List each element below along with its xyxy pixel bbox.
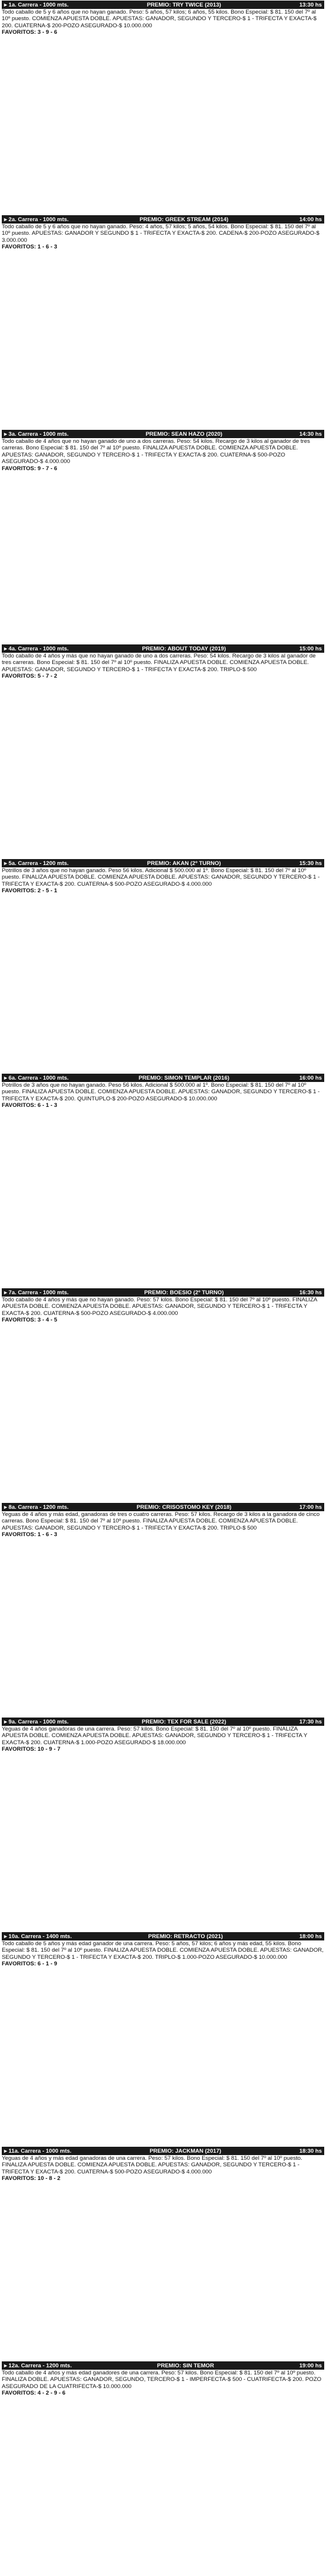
race-time: 19:00 hs — [299, 2362, 322, 2369]
race-section — [2, 1288, 324, 1503]
race-title: ▸ 2a. Carrera - 1000 mts. — [4, 216, 69, 223]
race-favorites: FAVORITOS: 2 - 5 - 1 — [2, 888, 57, 895]
race-time: 14:00 hs — [299, 216, 322, 223]
race-section — [2, 215, 324, 430]
race-title: ▸ 6a. Carrera - 1000 mts. — [4, 1074, 69, 1081]
race-title: ▸ 11a. Carrera - 1000 mts. — [4, 2147, 72, 2154]
race-favorites: FAVORITOS: 3 - 9 - 6 — [2, 29, 57, 36]
race-prize: PREMIO: SEAN HAZO (2020) — [145, 430, 223, 438]
race-conditions: Todo caballo de 4 años y más edad ganadores de una carrera. Peso: 57 kilos. Bono Especial: $ 81. 150 del 7º al 10º puesto. FINALIZA DOBLE. APUESTAS: GANADOR, SEGUNDO, TERCERO-$ 1 - IMPERFECTA-$ 500 - CUATRIFECTA-$ 200. POZO ASEGURADO DE LA CUATRIFECTA-$ 10.000.000 — [2, 2370, 322, 2390]
race-prize: PREMIO: RETRACTO (2021) — [148, 1933, 223, 1940]
race-section — [2, 430, 324, 644]
race-prize: PREMIO: BOESIO (2º TURNO) — [144, 1289, 224, 1296]
race-favorites: FAVORITOS: 6 - 1 - 9 — [2, 1961, 57, 1968]
race-conditions: Yeguas de 4 años y más edad ganadoras de una carrera. Peso: 57 kilos. Bono Especial: $ 81. 150 del 7º al 10º puesto. FINALIZA APUESTA DOBLE. COMIENZA APUESTA DOBLE. APUESTAS: GANADOR, SEGUNDO Y TERCERO-$ 1 - TRIFECTA Y EXACTA-$ 200. CUATERNA-$ 500-POZO ASEGURADO-$ 4.000.000 — [2, 2155, 302, 2175]
race-conditions: Todo caballo de 5 y 6 años que no hayan ganado. Peso: 5 años, 57 kilos; 6 años, 55 kilos. Bono Especial: $ 81. 150 del 7º al 10º puesto. COMIENZA APUESTA DOBLE. APUESTAS: GANADOR, SEGUNDO Y TERCERO-$ 1 - TRIFECTA Y EXACTA-$ 200. CUATERNA-$ 200-POZO ASEGURADO-$ 10.000.000 — [2, 9, 317, 29]
race-prize: PREMIO: CRISOSTOMO KEY (2018) — [136, 1504, 232, 1511]
race-conditions: Todo caballo de 4 años que no hayan ganado de uno a dos carreras. Peso: 54 kilos. Recargo de 3 kilos al ganador de tres carreras. Bono Especial: $ 81. 150 del 7º al 10º puesto. FINALIZA APUESTA DOBLE. COMIENZA APUESTA DOBLE. APUESTAS: GANADOR, SEGUNDO Y TERCERO-$ 1 - TRIFECTA Y EXACTA-$ 200. CUATERNA-$ 500-POZO ASEGURADO-$ 4.000.000 — [2, 438, 311, 465]
race-header — [2, 859, 324, 867]
race-conditions: Todo caballo de 4 años y más que no hayan ganado. Peso: 57 kilos. Bono Especial: $ 81. 150 del 7º al 10º puesto. FINALIZA APUESTA DOBLE. COMIENZA APUESTA DOBLE. APUESTAS: GANADOR, SEGUNDO Y TERCERO-$ 1 - TRIFECTA Y EXACTA-$ 200. CUATERNA-$ 500-POZO ASEGURADO-$ 4.000.000 — [2, 1297, 317, 1317]
race-title: ▸ 8a. Carrera - 1200 mts. — [4, 1504, 69, 1511]
race-favorites: FAVORITOS: 10 - 9 - 7 — [2, 1746, 60, 1753]
race-header — [2, 215, 324, 224]
race-section — [2, 1718, 324, 1932]
race-favorites: FAVORITOS: 3 - 4 - 5 — [2, 1317, 57, 1324]
race-time: 18:30 hs — [299, 2147, 322, 2154]
race-favorites: FAVORITOS: 10 - 8 - 2 — [2, 2175, 60, 2182]
race-conditions: Potrillos de 3 años que no hayan ganado. Peso 56 kilos. Adicional $ 500.000 al 1º. Bono Especial: $ 81. 150 del 7º al 10º puesto. FINALIZA APUESTA DOBLE. COMIENZA APUESTA DOBLE. APUESTAS: GANADOR, SEGUNDO Y TERCERO-$ 1 - TRIFECTA Y EXACTA-$ 200. CUATERNA-$ 500-POZO ASEGURADO-$ 4.000.000 — [2, 867, 320, 888]
race-prize: PREMIO: JACKMAN (2017) — [149, 2147, 222, 2154]
race-header — [2, 1, 324, 9]
race-conditions: Yeguas de 4 años y más edad, ganadoras de tres o cuatro carreras. Peso: 57 kilos. Recargo de 3 kilos a la ganadora de cinco carreras. Bono Especial: $ 81. 150 del 7º al 10º puesto. FINALIZA APUESTA DOBLE. COMIENZA APUESTA DOBLE. APUESTAS: GANADOR, SEGUNDO Y TERCERO-$ 1 - TRIFECTA Y EXACTA-$ 200. TRIPLO-$ 500 — [2, 1511, 320, 1531]
race-header — [2, 1718, 324, 1726]
race-header — [2, 1074, 324, 1082]
race-favorites: FAVORITOS: 9 - 7 - 6 — [2, 465, 57, 472]
race-time: 17:30 hs — [299, 1718, 322, 1725]
race-header — [2, 2147, 324, 2155]
race-section — [2, 1, 324, 215]
race-header — [2, 1932, 324, 1940]
race-conditions: Todo caballo de 5 años y más edad ganador de una carrera. Peso: 5 años, 57 kilos; 6 años y más edad, 55 kilos. Bono Especial: $ 81. 150 del 7º al 10º puesto. FINALIZA APUESTA DOBLE. COMIENZA APUESTA DOBLE. APUESTAS: GANADOR, SEGUNDO Y TERCERO-$ 1 - TRIFECTA Y EXACTA-$ 200. TRIPLO-$ 1.000-POZO ASEGURADO-$ 10.000.000 — [2, 1940, 324, 1961]
race-favorites: FAVORITOS: 1 - 6 - 3 — [2, 244, 57, 251]
race-section — [2, 859, 324, 1074]
race-time: 16:30 hs — [299, 1289, 322, 1296]
race-prize: PREMIO: AKAN (2º TURNO) — [147, 860, 221, 867]
race-time: 13:30 hs — [299, 1, 322, 8]
race-title: ▸ 5a. Carrera - 1200 mts. — [4, 860, 69, 867]
race-prize: PREMIO: SIN TEMOR — [157, 2362, 215, 2369]
race-header — [2, 2361, 324, 2370]
race-title: ▸ 3a. Carrera - 1000 mts. — [4, 430, 69, 438]
race-title: ▸ 7a. Carrera - 1000 mts. — [4, 1289, 69, 1296]
race-conditions: Potrillos de 3 años que no hayan ganado. Peso 56 kilos. Adicional $ 500.000 al 1º. Bono Especial: $ 81. 150 del 7º al 10º puesto. FINALIZA APUESTA DOBLE. COMIENZA APUESTA DOBLE. APUESTAS: GANADOR, SEGUNDO Y TERCERO-$ 1 - TRIFECTA Y EXACTA-$ 200. QUINTUPLO-$ 200-POZO ASEGURADO-$ 10.000.000 — [2, 1082, 320, 1102]
race-time: 18:00 hs — [299, 1933, 322, 1940]
race-prize: PREMIO: SIMON TEMPLAR (2016) — [138, 1074, 229, 1081]
race-prize: PREMIO: ABOUT TODAY (2019) — [142, 645, 226, 652]
race-title: ▸ 9a. Carrera - 1000 mts. — [4, 1718, 69, 1725]
race-header — [2, 644, 324, 653]
race-favorites: FAVORITOS: 5 - 7 - 2 — [2, 673, 57, 680]
race-prize: PREMIO: GREEK STREAM (2014) — [139, 216, 229, 223]
race-time: 17:00 hs — [299, 1504, 322, 1511]
race-favorites: FAVORITOS: 1 - 6 - 3 — [2, 1531, 57, 1538]
race-section — [2, 2361, 324, 2576]
race-section — [2, 2147, 324, 2361]
race-conditions: Todo caballo de 5 y 6 años que no hayan ganado. Peso: 4 años, 57 kilos; 5 años, 54 kilos. Bono Especial: $ 81. 150 del 7º al 10º puesto. APUESTAS: GANADOR Y SEGUNDO $ 1 - TRIFECTA Y EXACTA-$ 200. CADENA-$ 200-POZO ASEGURADO-$ 3.000.000 — [2, 224, 319, 244]
race-favorites: FAVORITOS: 6 - 1 - 3 — [2, 1102, 57, 1109]
race-header — [2, 430, 324, 438]
race-prize: PREMIO: TEX FOR SALE (2022) — [142, 1718, 226, 1725]
race-title: ▸ 12a. Carrera - 1200 mts. — [4, 2362, 72, 2369]
race-section — [2, 644, 324, 859]
race-favorites: FAVORITOS: 4 - 2 - 9 - 6 — [2, 2390, 66, 2397]
race-time: 15:00 hs — [299, 645, 322, 652]
race-prize: PREMIO: TRY TWICE (2013) — [146, 1, 221, 8]
race-header — [2, 1503, 324, 1511]
race-title: ▸ 1a. Carrera - 1000 mts. — [4, 1, 69, 8]
race-section — [2, 1503, 324, 1718]
race-section — [2, 1932, 324, 2147]
race-header — [2, 1288, 324, 1297]
race-time: 15:30 hs — [299, 860, 322, 867]
race-conditions: Todo caballo de 4 años y más que no hayan ganado de uno a dos carreras. Peso: 54 kilos. Recargo de 3 kilos al ganador de tres carreras. Bono Especial: $ 81. 150 del 7º al 10º puesto. FINALIZA APUESTA DOBLE. COMIENZA APUESTA DOBLE. APUESTAS: GANADOR, SEGUNDO Y TERCERO-$ 1 - TRIFECTA Y EXACTA-$ 200. TRIPLO-$ 500 — [2, 653, 316, 673]
race-time: 14:30 hs — [299, 430, 322, 438]
race-time: 16:00 hs — [299, 1074, 322, 1081]
race-conditions: Yeguas de 4 años ganadoras de una carrera. Peso: 57 kilos. Bono Especial: $ 81. 150 del 7º al 10º puesto. FINALIZA APUESTA DOBLE. COMIENZA APUESTA DOBLE. APUESTAS: GANADOR, SEGUNDO Y TERCERO-$ 1 - TRIFECTA Y EXACTA-$ 200. CUATERNA-$ 1.000-POZO ASEGURADO-$ 18.000.000 — [2, 1726, 308, 1746]
race-section — [2, 1074, 324, 1288]
race-title: ▸ 10a. Carrera - 1400 mts. — [4, 1933, 72, 1940]
race-title: ▸ 4a. Carrera - 1000 mts. — [4, 645, 69, 652]
